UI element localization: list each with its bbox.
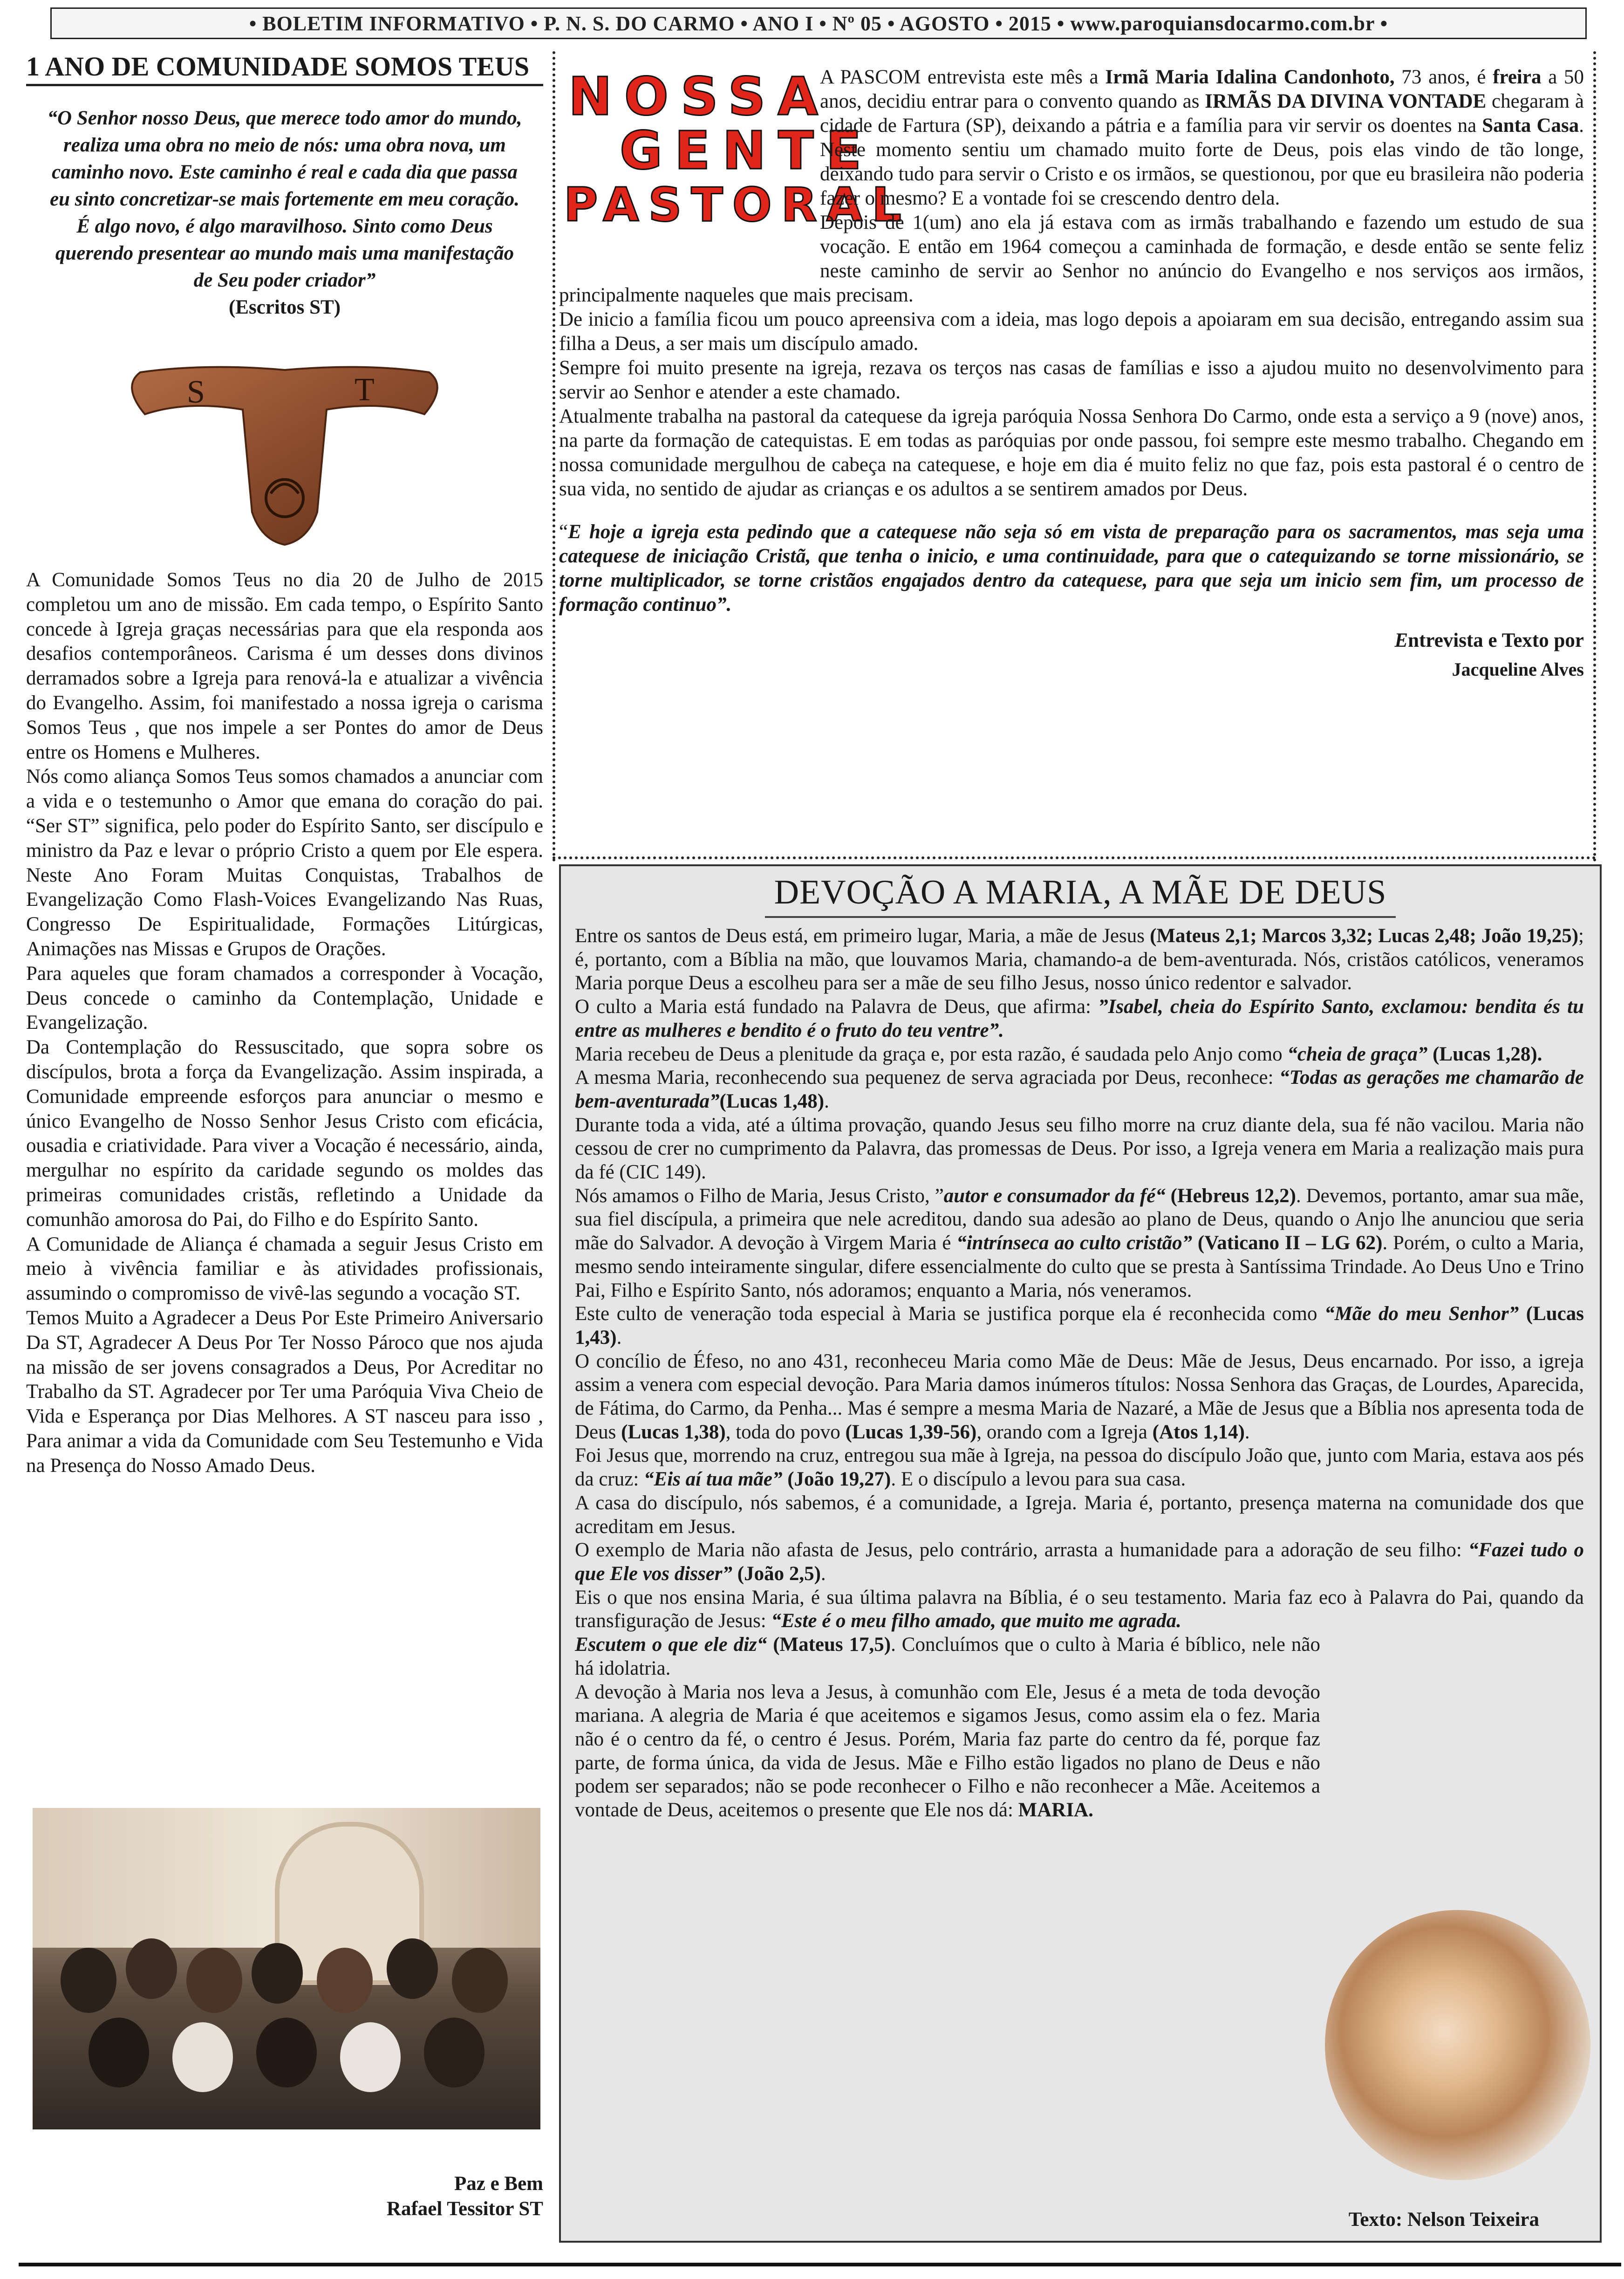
left-signoff: [26, 2171, 543, 2222]
interview-quote: “E hoje a igreja esta pedindo que a catequese não seja só em vista de preparação para os sacramentos, mas seja uma catequese de iniciação Cristã, que tenha o inicio, e uma continuidade, para que o catequizando se torne missionário, se torne multiplicador, se torne cristãos engajados dentro da catequese, para que seja um inicio sem fim, um processo de formação continuo”.: [559, 521, 1584, 616]
left-article-title: 1 ANO DE COMUNIDADE SOMOS TEUS: [26, 51, 543, 86]
interview-credit: Entrevista e Texto por Jacqueline Alves: [559, 626, 1584, 684]
left-paragraph: Nós como aliança Somos Teus somos chamados a anunciar com a vida e o testemunho o Amor que emana do coração do pai. “Ser ST” significa, pelo poder do Espírito Santo, ser discípulo e ministro da Paz e levar o próprio Cristo a quem por Ele espera. Neste Ano Foram Muitas Conquistas, Trabalhos de Evangelização Como Flash-Voices Evangelizando Nas Ruas, Congresso De Espiritualidade, Formações Litúrgicas, Animações nas Missas e Grupos de Orações.: [26, 766, 543, 960]
left-paragraph: A Comunidade Somos Teus no dia 20 de Julho de 2015 completou um ano de missão. Em cada tempo, o Espírito Santo concede à Igreja graças necessárias para que ela responda aos desafios contemporâneos. Carisma é um desses dons divinos derramados sobre a Igreja para renová-la e atualizar a vivência do Evangelho. Assim, foi manifestado a nossa igreja o carisma Somos Teus , que nos impele a ser Pontes do amor de Deus entre os Homens e Mulheres.: [26, 569, 543, 763]
tau-letter-t: T: [355, 372, 375, 408]
left-body: [26, 568, 543, 1478]
devocao-title: DEVOÇÃO A MARIA, A MÃE DE DEUS: [561, 873, 1600, 912]
logo-line-3: PASTORAL: [564, 178, 911, 232]
interview-article: [559, 65, 1584, 862]
left-paragraph: A Comunidade de Aliança é chamada a seguir Jesus Cristo em meio à vivência familiar e às atividades profissionais, assumindo o compromisso de vivê-las segundo a vocação ST.: [26, 1233, 543, 1305]
left-paragraph: Da Contemplação do Ressuscitado, que sopra sobre os discípulos, brota a força da Evangelização. Assim inspirada, a Comunidade empreende esforços para anunciar o mesmo e único Evangelho de Nosso Senhor Jesus Cristo com eficácia, ousadia e criatividade. Para viver a Vocação é necessário, ainda, mergulhar no espírito da caridade segundo os moldes das primeiras comunidades cristãs, refletindo a Unidade da comunhão amorosa do Pai, do Filho e do Espírito Santo.: [26, 1036, 543, 1231]
interview-paragraph: Atualmente trabalha na pastoral da catequese da igreja paróquia Nossa Senhora Do Carmo, onde esta a serviço a 9 (nove) anos, na parte da formação de catequistas. E em todas as paróquias por onde passou, foi sempre este mesmo trabalho. Chegando em nossa comunidade mergulhou de cabeça na catequese, e hoje em dia é muito feliz no que faz, pois esta pastoral é o centro de sua vida, no sentido de ajudar as crianças e os adultos a se sentirem amados por Deus.: [559, 405, 1584, 500]
header-bar-text: • BOLETIM INFORMATIVO • P. N. S. DO CARMO • ANO I • Nº 05 • AGOSTO • 2015 • www.paroquiansdocarmo.com.br •: [249, 12, 1388, 35]
interview-author: Jacqueline Alves: [1452, 659, 1584, 680]
divider: [553, 51, 555, 862]
group-photo: [33, 1808, 540, 2129]
bottom-rule: [19, 2263, 1621, 2266]
devocao-credit: Texto: Nelson Teixeira: [1348, 2209, 1539, 2231]
logo-line-1: NOSSA: [568, 67, 830, 127]
interview-paragraph: Depois de 1(um) ano ela já estava com as irmãs trabalhando e fazendo um estudo de sua vocação. E então em 1964 começou a caminhada de formação, e desde então se sente feliz neste caminho de servir ao Senhor no anúncio do Evangelho e nos serviços aos irmãos, principalmente naqueles que mais precisam.: [559, 212, 1584, 306]
interview-paragraph: Sempre foi muito presente na igreja, rezava os terços nas casas de famílias e isso a ajudou muito no desenvolvimento para servir ao Senhor e atender a este chamado.: [559, 357, 1584, 403]
devocao-body: Entre os santos de Deus está, em primeiro lugar, Maria, a mãe de Jesus (Mateus 2,1; Marcos 3,32; Lucas 2,48; João 19,25); é, portanto, com a Bíblia na mão, que louvamos Maria, chamando-a de bem-aventurada. Nós, cristãos católicos, veneramos Maria porque Deus a escolheu para ser a mãe de seu filho Jesus, nosso único redentor e salvador. O culto a Maria está fundado na Palavra de Deus, que afirma: ”Isabel, cheia do Espírito Santo, exclamou: bendita és tu entre as mulheres e bendito é o fruto do teu ventre”. Maria recebeu de Deus a plenitude da graça e, por esta razão, é saudada pelo Anjo como “cheia de graça” (Lucas 1,28). A mesma Maria, reconhecendo sua pequenez de serva agraciada por Deus, reconhece: “Todas as gerações me chamarão de bem-aventurada”(Lucas 1,48). Durante toda a vida, até a última provação, quando Jesus seu filho morre na cruz diante dela, sua fé não vacilou. Maria não cessou de crer no cumprimento da Palavra, das promessas de Deus. Por isso, a Igreja venera em Maria a realização mais pura da fé (CIC 149). Nós amamos o Filho de Maria, Jesus Cristo, ”autor e consumador da fé“ (Hebreus 12,2). Devemos, portanto, amar sua mãe, sua fiel discípula, a primeira que nele acreditou, dando sua adesão ao plano de Deus, quando o Anjo lhe anunciou que seria mãe do Salvador. A devoção à Virgem Maria é “intrínseca ao culto cristão” (Vaticano II – LG 62). Porém, o culto a Maria, mesmo sendo inteiramente singular, difere essencialmente do culto que se presta à Santíssima Trindade. Ao Deus Uno e Trino Pai, Filho e Espírito Santo, nós adoramos; enquanto a Maria, nós veneramos. Este culto de veneração toda especial à Maria se justifica porque ela é reconhecida como “Mãe do meu Senhor” (Lucas 1,43). O concílio de Éfeso, no ano 431, reconheceu Maria como Mãe de Deus: Mãe de Jesus, Deus encarnado. Por isso, a igreja assim a venera com especial devoção. Para Maria damos inúmeros títulos: Nossa Senhora das Graças, de Lourdes, Aparecida, de Fátima, do Carmo, da Penha... Mas é sempre a mesma Maria de Nazaré, a Mãe de Jesus que a Bíblia nos apresenta toda de Deus (Lucas 1,38), toda do povo (Lucas 1,39-56), orando com a Igreja (Atos 1,14). Foi Jesus que, morrendo na cruz, entregou sua mãe à Igreja, na pessoa do discípulo João que, junto com Maria, estava aos pés da cruz: “Eis aí tua mãe” (João 19,27). E o discípulo a levou para sua casa. A casa do discípulo, nós sabemos, é a comunidade, a Igreja. Maria é, portanto, presença materna na comunidade dos que acreditam em Jesus. O exemplo de Maria não afasta de Jesus, pelo contrário, arrasta a humanidade para a adoração de seu filho: “Fazei tudo o que Ele vos disser” (João 2,5). Eis o que nos ensina Maria, é sua última palavra na Bíblia, é o seu testamento. Maria faz eco à Palavra do Pai, quando da transfiguração de Jesus: “Este é o meu filho amado, que muito me agrada. Escutem o que ele diz“ (Mateus 17,5). Concluímos que o culto à Maria é bíblico, nele não há idolatria. A devoção à Maria nos leva a Jesus, à comunhão com Ele, Jesus é a meta de toda devoção mariana. A alegria de Maria é que aceitemos e sigamos Jesus, como assim ela o fez. Maria não é o centro da fé, o centro é Jesus. Porém, Maria faz parte do centro da fé, porque faz parte, de forma única, da vida de Jesus. Mãe e Filho estão ligados no plano de Deus e não podem ser separados; não se pode reconhecer o Filho e não reconhecer a Mãe. Aceitemos a vontade de Deus, aceitemos o presente que Ele nos dá: MARIA.: [575, 925, 1584, 1821]
left-quote-source: (Escritos ST): [228, 296, 341, 318]
interview-intro: A PASCOM entrevista este mês a Irmã Maria Idalina Candonhoto, 73 anos, é freira a 50 anos, decidiu entrar para o convento quando as IRMÃS DA DIVINA VONTADE chegaram à cidade de Fartura (SP), deixando a pátria e a família para vir servir os doentes na Santa Casa. Neste momento sentiu um chamado muito forte de Deus, pois elas vindo de tão longe, deixando tudo para servir o Cristo e os irmãos, se questionou, por que eu brasileira não poderia fazer o mesmo? E a vontade foi se crescendo dentro dela.: [820, 66, 1584, 209]
tau-cross-icon: [122, 344, 448, 549]
header-bar: [50, 7, 1587, 39]
madonna-image: [1325, 1910, 1590, 2180]
left-paragraph: Para aqueles que foram chamados a corresponder à Vocação, Deus concede o caminho da Contemplação, Unidade e Evangelização.: [26, 962, 543, 1034]
interview-paragraph: De inicio a família ficou um pouco apreensiva com a ideia, mas logo depois a apoiaram em sua decisão, entregando assim sua filha a Deus, a ser mais um discípulo amado.: [559, 308, 1584, 355]
left-column: [26, 51, 543, 1478]
signoff-line-1: Paz e Bem: [454, 2173, 543, 2195]
left-paragraph: Temos Muito a Agradecer a Deus Por Este Primeiro Aniversario Da ST, Agradecer A Deus Por Ter Nosso Pároco que nos ajuda na missão de ser jovens consagrados a Deus, Por Acreditar no Trabalho da ST. Agradecer por Ter uma Paróquia Viva Cheio de Vida e Esperança por Dias Melhores. A ST nasceu para isso , Para animar a vida da Comunidade com Seu Testemunho e Vida na Presença do Nosso Amado Deus.: [26, 1307, 543, 1477]
tau-letter-s: S: [187, 374, 205, 410]
signoff-line-2: Rafael Tessitor ST: [386, 2198, 543, 2220]
tau-cross-image: [122, 344, 448, 549]
left-quote: “O Senhor nosso Deus, que merece todo amor do mundo, realiza uma obra no meio de nós: uma obra nova, um caminho novo. Este caminho é real e cada dia que passa eu sinto concretizar-se mais fortemente em meu coração. É algo novo, é algo maravilhoso. Sinto como Deus querendo presentear ao mundo mais uma manifestação de Seu poder criador”: [47, 107, 522, 291]
logo-line-2: GENTE: [620, 121, 874, 181]
divider: [1593, 51, 1596, 862]
devocao-article: [559, 864, 1602, 2243]
